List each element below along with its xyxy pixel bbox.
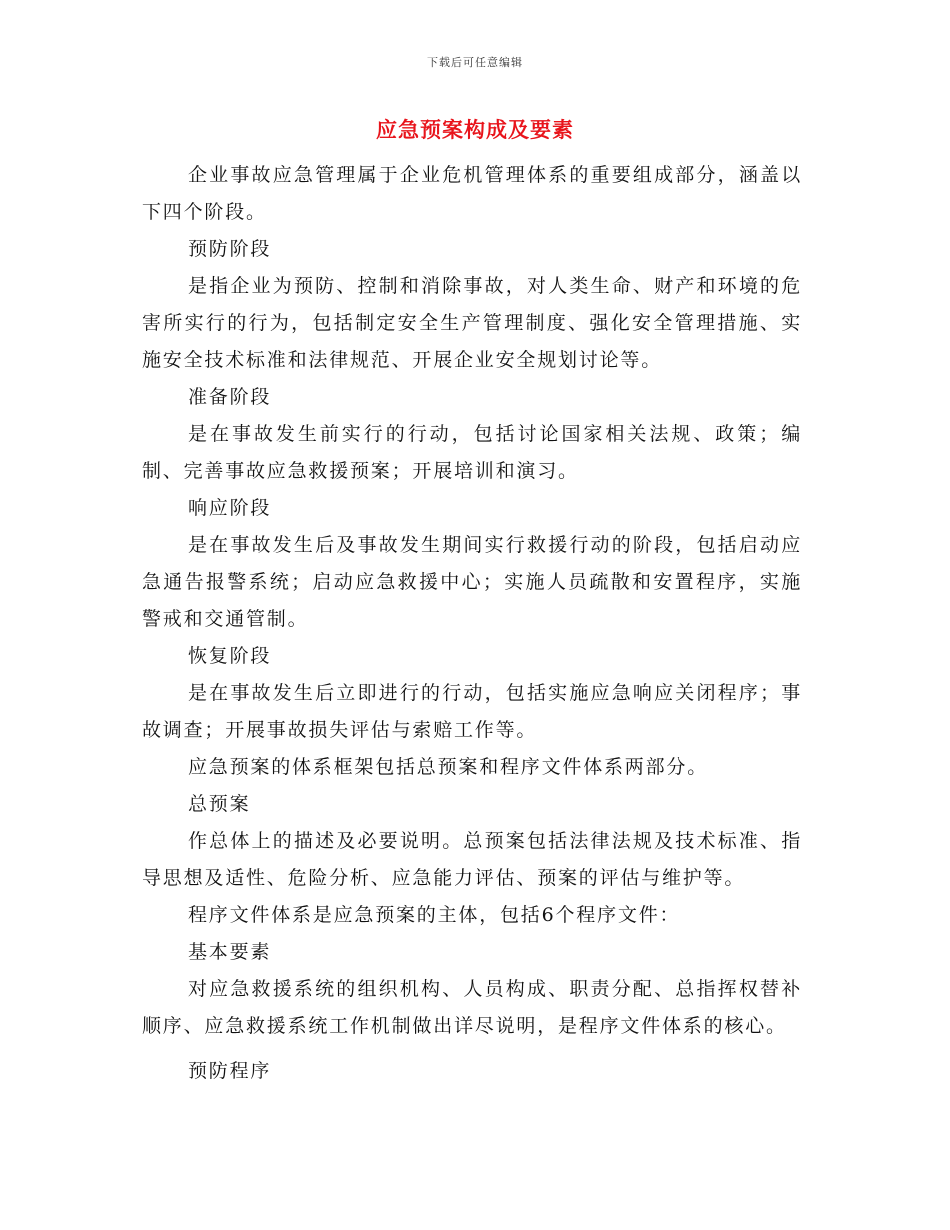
header-note: 下载后可任意编辑 bbox=[427, 56, 523, 69]
section-heading: 响应阶段 bbox=[188, 497, 272, 519]
section-heading: 准备阶段 bbox=[188, 386, 272, 408]
paragraph: 是指企业为预防、控制和消除事故，对人类生命、财产和环境的危害所实行的行为，包括制定安全生产管理制度、强化安全管理措施、实施安全技术标准和法律规范、开展企业安全规划讨论等。 bbox=[142, 275, 802, 371]
paragraph: 是在事故发生后及事故发生期间实行救援行动的阶段，包括启动应急通告报警系统；启动应急救援中心；实施人员疏散和安置程序，实施警戒和交通管制。 bbox=[142, 534, 802, 630]
section-heading: 预防阶段 bbox=[188, 238, 272, 260]
document-title: 应急预案构成及要素 bbox=[376, 118, 574, 142]
section-heading: 预防程序 bbox=[188, 1060, 272, 1082]
paragraph: 是在事故发生前实行的行动，包括讨论国家相关法规、政策；编制、完善事故应急救援预案；开展培训和演习。 bbox=[142, 423, 802, 482]
section-heading: 恢复阶段 bbox=[188, 645, 272, 667]
paragraph: 应急预案的体系框架包括总预案和程序文件体系两部分。 bbox=[188, 756, 709, 778]
paragraph: 对应急救援系统的组织机构、人员构成、职责分配、总指挥权替补顺序、应急救援系统工作机制做出详尽说明，是程序文件体系的核心。 bbox=[142, 978, 802, 1037]
document-body bbox=[142, 157, 802, 1090]
paragraph: 企业事故应急管理属于企业危机管理体系的重要组成部分，涵盖以下四个阶段。 bbox=[142, 164, 802, 223]
section-heading: 总预案 bbox=[188, 793, 251, 815]
paragraph: 是在事故发生后立即进行的行动，包括实施应急响应关闭程序；事故调查；开展事故损失评估与索赔工作等。 bbox=[142, 682, 802, 741]
paragraph: 作总体上的描述及必要说明。总预案包括法律法规及技术标准、指导思想及适性、危险分析、应急能力评估、预案的评估与维护等。 bbox=[142, 830, 802, 889]
section-heading: 基本要素 bbox=[188, 941, 272, 963]
paragraph: 程序文件体系是应急预案的主体，包括6个程序文件： bbox=[188, 904, 681, 926]
